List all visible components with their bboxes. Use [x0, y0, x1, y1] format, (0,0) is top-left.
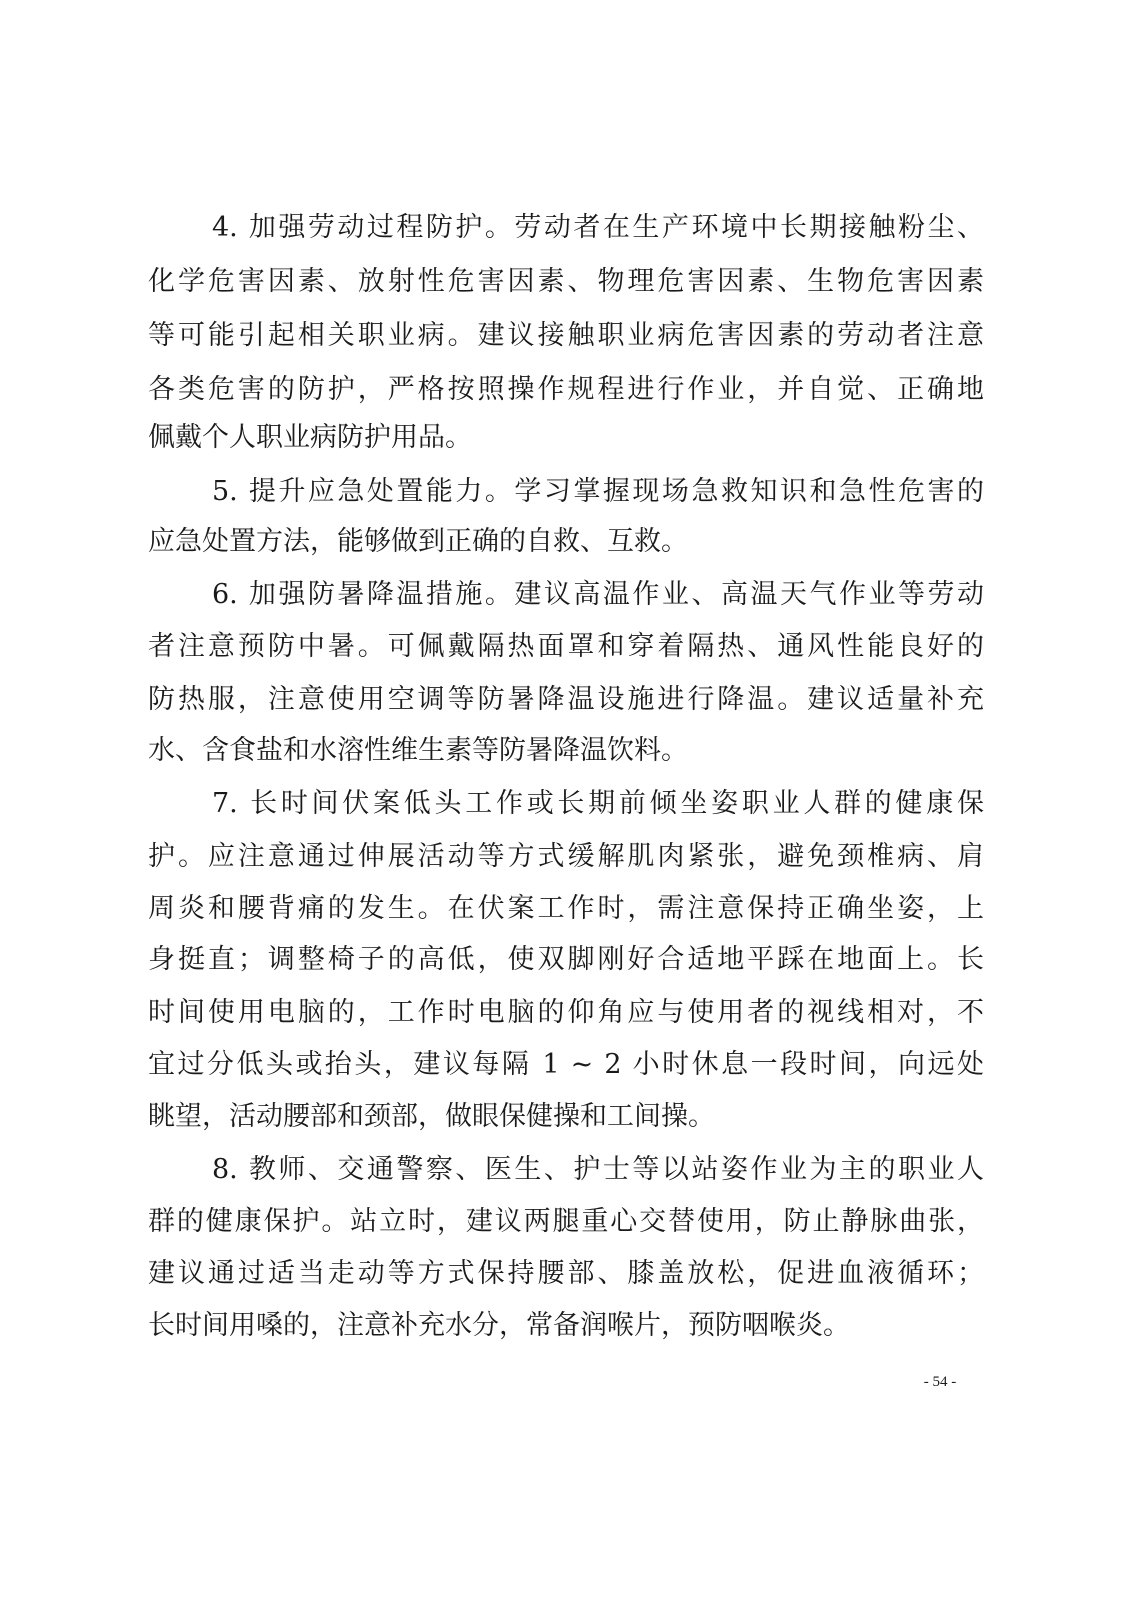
body-text-line: 周炎和腰背痛的发生。在伏案工作时，需注意保持正确坐姿，上: [148, 893, 984, 924]
body-text-line: 身挺直；调整椅子的高低，使双脚刚好合适地平踩在地面上。长: [148, 944, 984, 975]
body-text-line: 眺望，活动腰部和颈部，做眼保健操和工间操。: [148, 1101, 715, 1132]
body-text-line: 各类危害的防护，严格按照操作规程进行作业，并自觉、正确地: [148, 374, 984, 405]
body-text-line: 防热服，注意使用空调等防暑降温设施进行降温。建议适量补充: [148, 684, 984, 715]
body-text-line: 等可能引起相关职业病。建议接触职业病危害因素的劳动者注意: [148, 320, 984, 351]
body-text-line: 5. 提升应急处置能力。学习掌握现场急救知识和急性危害的: [212, 476, 984, 507]
body-text-line: 者注意预防中暑。可佩戴隔热面罩和穿着隔热、通风性能良好的: [148, 631, 984, 662]
body-text-line: 护。应注意通过伸展活动等方式缓解肌肉紧张，避免颈椎病、肩: [148, 841, 984, 872]
body-text-line: 水、含食盐和水溶性维生素等防暑降温饮料。: [148, 735, 688, 766]
body-text-line: 时间使用电脑的，工作时电脑的仰角应与使用者的视线相对，不: [148, 997, 984, 1028]
body-text-line: 7. 长时间伏案低头工作或长期前倾坐姿职业人群的健康保: [212, 788, 984, 819]
body-text-line: 群的健康保护。站立时，建议两腿重心交替使用，防止静脉曲张，: [148, 1206, 984, 1237]
body-text-line: 化学危害因素、放射性危害因素、物理危害因素、生物危害因素: [148, 266, 984, 297]
body-text-line: 长时间用嗓的，注意补充水分，常备润喉片，预防咽喉炎。: [148, 1310, 850, 1341]
body-text-line: 建议通过适当走动等方式保持腰部、膝盖放松，促进血液循环；: [148, 1258, 984, 1289]
body-text-line: 8. 教师、交通警察、医生、护士等以站姿作业为主的职业人: [212, 1154, 984, 1185]
body-text-line: 6. 加强防暑降温措施。建议高温作业、高温天气作业等劳动: [212, 579, 984, 610]
body-text-line: 宜过分低头或抬头，建议每隔 1 ~ 2 小时休息一段时间，向远处: [148, 1049, 984, 1080]
body-text-line: 4. 加强劳动过程防护。劳动者在生产环境中长期接触粉尘、: [212, 212, 984, 243]
body-text-line: 应急处置方法，能够做到正确的自救、互救。: [148, 526, 688, 557]
page-number: - 54 -: [923, 1374, 957, 1390]
body-text-line: 佩戴个人职业病防护用品。: [148, 422, 472, 453]
